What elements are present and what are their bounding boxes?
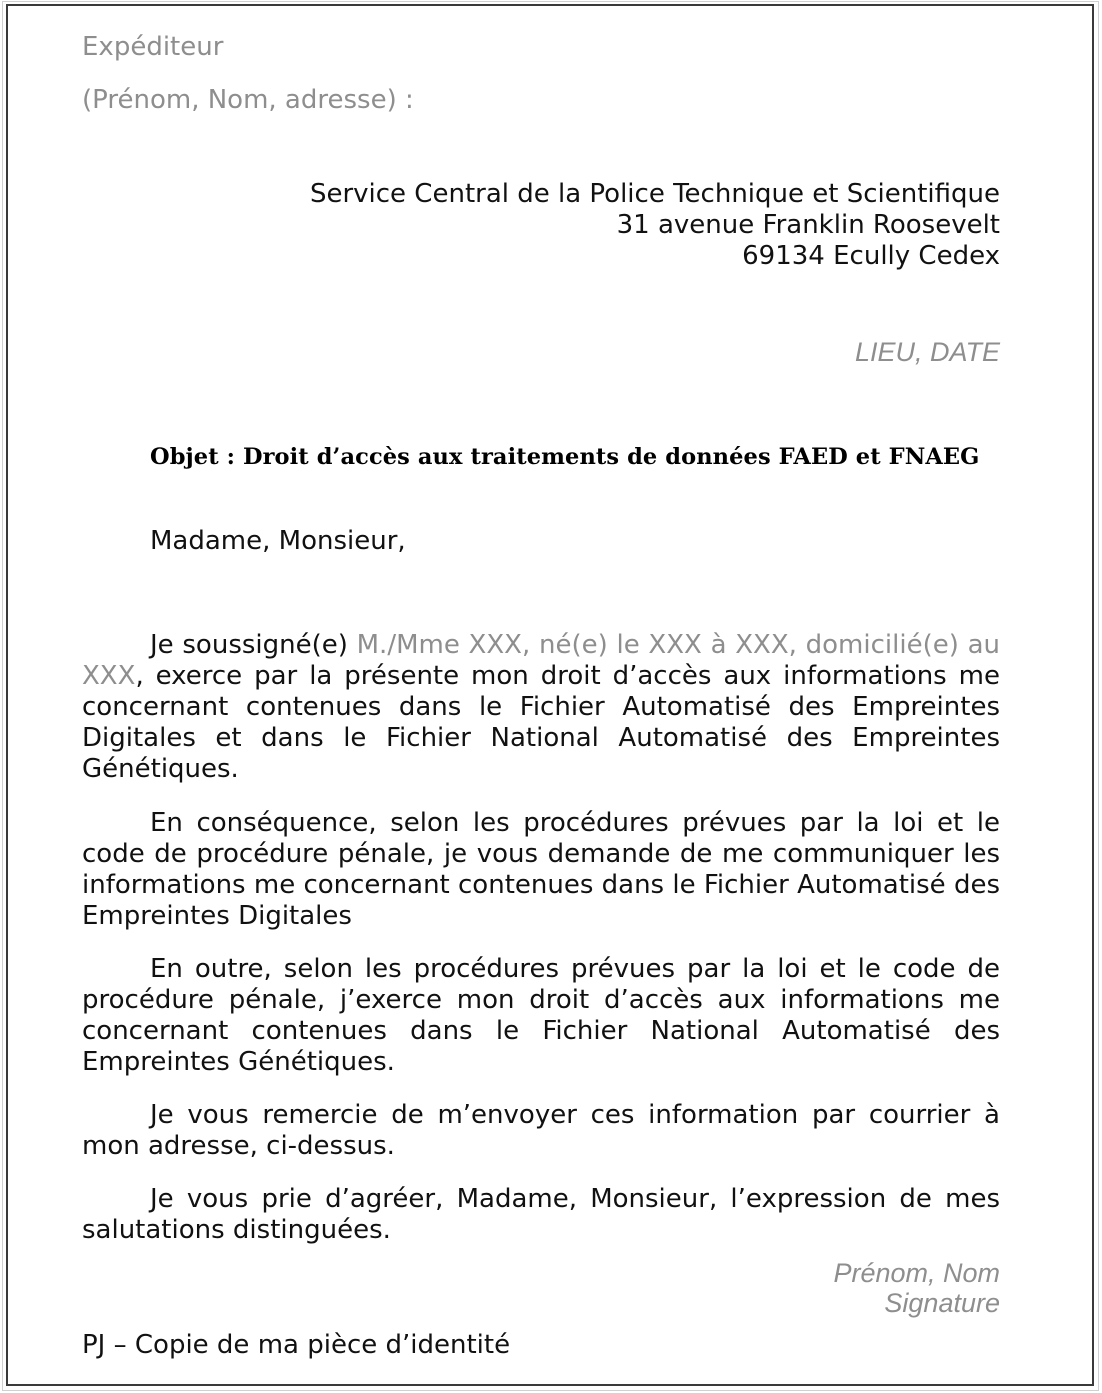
recipient-street: 31 avenue Franklin Roosevelt xyxy=(616,210,1000,240)
sender-placeholder: (Prénom, Nom, adresse) : xyxy=(82,85,414,115)
paragraph-fnaeg-request: En outre, selon les procédures prévues par la loi et le code de procédure pénale, j’exerce mon droit d’accès aux informations me concernant contenues dans le Fichier National Automatisé des Empreintes Génétiques. xyxy=(82,954,1000,1077)
place-date: LIEU, DATE xyxy=(854,337,1000,367)
paragraph-thanks: Je vous remercie de m’envoyer ces information par courrier à mon adresse, ci-dessus. xyxy=(82,1100,1000,1161)
signature-label: Signature xyxy=(884,1288,1000,1318)
letter-object: Objet : Droit d’accès aux traitements de données FAED et FNAEG xyxy=(150,444,980,470)
identity-placeholder: M./Mme XXX, né(e) le XXX à XXX, domicilié(e) au XXX xyxy=(82,630,1000,691)
sender-label: Expéditeur xyxy=(82,32,224,62)
paragraph-identity xyxy=(82,630,1000,785)
recipient-name: Service Central de la Police Technique et Scientifique xyxy=(309,179,1000,209)
attachment-note: PJ – Copie de ma pièce d’identité xyxy=(82,1330,511,1360)
paragraph-closing: Je vous prie d’agréer, Madame, Monsieur, l’expression de mes salutations distinguées. xyxy=(82,1184,1000,1245)
recipient-address xyxy=(310,179,1000,272)
signature-block xyxy=(833,1258,1000,1318)
signature-name: Prénom, Nom xyxy=(833,1258,1000,1288)
paragraph-identity-lead: Je soussigné(e) xyxy=(150,630,357,660)
recipient-city: 69134 Ecully Cedex xyxy=(742,241,1000,271)
paragraph-identity-rest: , exerce par la présente mon droit d’accès aux informations me concernant contenues dans le Fichier Automatisé des Empreintes Digitales et dans le Fichier National Automatisé des Empreintes Génétiques. xyxy=(82,661,1000,784)
paragraph-faed-request: En conséquence, selon les procédures prévues par la loi et le code de procédure pénale, je vous demande de me communiquer les informations me concernant contenues dans le Fichier Automatisé des Empreintes Digitales xyxy=(82,808,1000,931)
salutation: Madame, Monsieur, xyxy=(150,526,406,556)
